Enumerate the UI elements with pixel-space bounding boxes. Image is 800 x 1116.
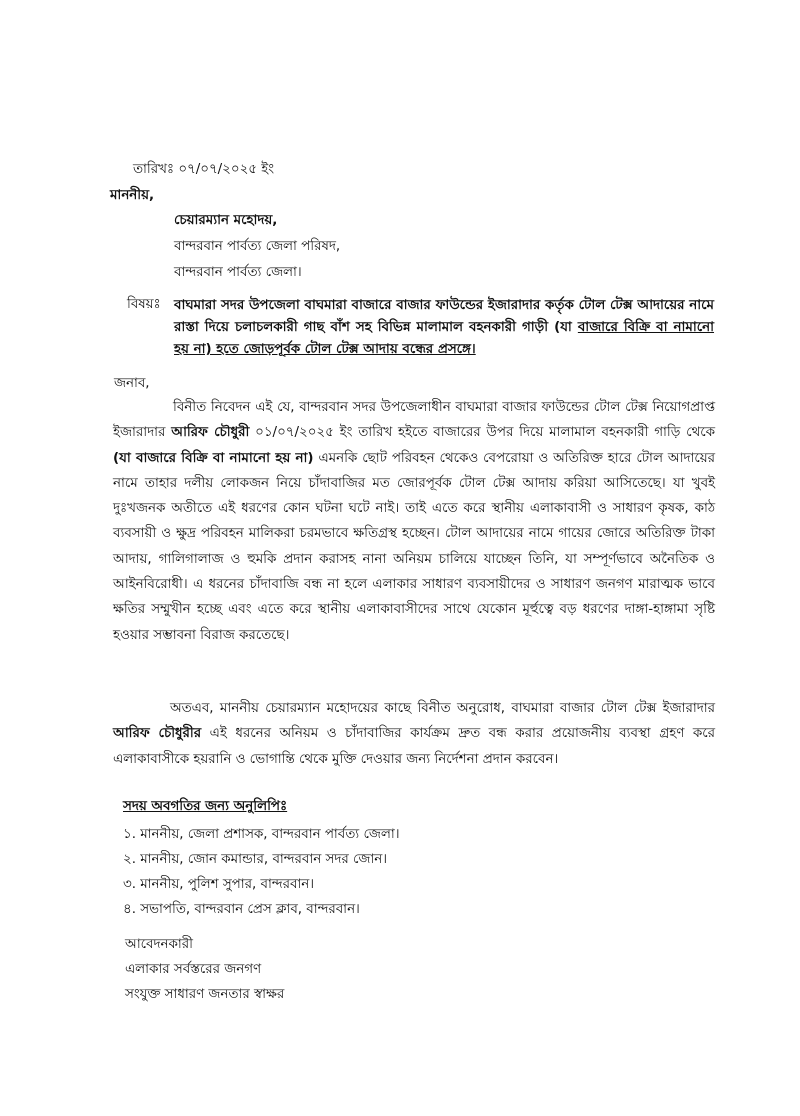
list-item: ১. মাননীয়, জেলা প্রশাসক, বান্দরবান পার্বত্য জেলা। (123, 827, 400, 842)
cc-list (123, 822, 400, 922)
paragraph1-part-b: ০১/০৭/২০২৫ ইং তারিখ হইতে বাজারের উপর দিয়ে মালামাল বহনকারী গাড়ি থেকে (255, 425, 715, 441)
salutation-honorific: মাননীয়, (110, 188, 155, 203)
subject-text (174, 295, 714, 361)
list-item: ৪. সভাপতি, বান্দরবান প্রেস ক্লাব, বান্দরবান। (123, 902, 360, 917)
date-line: তারিখঃ ০৭/০৭/২০২৫ ইং (133, 162, 274, 177)
paragraph1-bold-phrase: (যা বাজারে বিক্রি বা নামানো হয় না) (113, 450, 314, 466)
body-paragraph-1 (113, 395, 715, 648)
subject-part-1: বাঘমারা সদর উপজেলা বাঘমারা বাজারে বাজার ফাউন্ডের ইজারাদার কর্তৃক টোল টেক্স আদায়ের নামে রাস্তা দিয়ে চলাচলকারী গাছ বাঁশ সহ বিভিন্ন মালামাল বহনকারী গাড়ী (যা (174, 298, 714, 335)
paragraph2-part-b: এই ধরনের অনিয়ম ও চাঁদাবাজির কার্যক্রম দ্রুত বন্ধ করার প্রয়োজনীয় ব্যবস্থা গ্রহণ করে এলাকাবাসীকে হয়রানি ও ভোগান্তি থেকে মুক্তি দেওয়ার জন্য নির্দেশনা প্রদান করবেন। (113, 726, 715, 767)
signature-applicant: আবেদনকারী (125, 937, 193, 952)
paragraph1-part-a: বিনীত নিবেদন এই যে, বান্দরবান সদর উপজেলাধীন বাঘমারা বাজার ফাউন্ডের টোল টেক্স নিয়োগপ্রাপ্ত ইজারাদার (113, 400, 715, 441)
body-paragraph-2 (113, 696, 715, 772)
list-item: ৩. মাননীয়, পুলিশ সুপার, বান্দরবান। (123, 877, 315, 892)
contractor-name-possessive: আরিফ চৌধুরীর (113, 726, 202, 742)
subject-label: বিষয়ঃ (127, 297, 161, 312)
subject-part-2: বাজারে বিক্রি বা নামানো হয় না) হতে জোড়পূর্বক টোল টেক্স আদায় বন্ধের প্রসঙ্গে। (174, 320, 715, 357)
greeting: জনাব, (114, 376, 150, 391)
signature-note: সংযুক্ত সাধারণ জনতার স্বাক্ষর (125, 987, 285, 1002)
recipient-title: চেয়ারম্যান মহোদয়, (174, 213, 278, 228)
cc-title: সদয় অবগতির জন্য অনুলিপিঃ (123, 799, 288, 814)
signature-people: এলাকার সর্বস্তরের জনগণ (125, 962, 262, 977)
list-item: ২. মাননীয়, জোন কমান্ডার, বান্দরবান সদর জোন। (123, 852, 388, 867)
paragraph1-part-c: এমনকি ছোট পরিবহন থেকেও বেপরোয়া ও অতিরিক্ত হারে টোল আদায়ের নামে তাহার দলীয় লোকজন নিয়ে চাঁদাবাজির মত জোরপূর্বক টোল টেক্স আদায় করিয়া আসিতেছে। যা খুবই দুঃখজনক অতীতে এই ধরণের কোন ঘটনা ঘটে নাই। তাই এতে করে স্থানীয় এলাকাবাসী ও সাধারণ কৃষক, কাঠ ব্যবসায়ী ও ক্ষুদ্র পরিবহন মালিকরা চরমভাবে ক্ষতিগ্রস্থ হচ্ছেন। টোল আদায়ের নামে গায়ের জোরে অতিরিক্ত টাকা আদায়, গালিগালাজ ও হুমকি প্রদান করাসহ নানা অনিয়ম চালিয়ে যাচ্ছেন তিনি, যা সম্পূর্ণভাবে অনৈতিক ও আইনবিরোধী। এ ধরনের চাঁদাবাজি বন্ধ না হলে এলাকার সাধারণ ব্যবসায়ীদের ও সাধারণ জনগণ মারাত্মক ভাবে ক্ষতির সম্মুখীন হচ্ছে এবং এতে করে স্থানীয় এলাকাবাসীদের সাথে যেকোন মূর্হুত্বে বড় ধরণের দাঙ্গা-হাঙ্গামা সৃষ্টি হওয়ার সম্ভাবনা বিরাজ করতেছে। (113, 450, 716, 643)
recipient-place: বান্দরবান পার্বত্য জেলা। (174, 265, 302, 280)
contractor-name: আরিফ চৌধুরী (171, 425, 250, 441)
recipient-org: বান্দরবান পার্বত্য জেলা পরিষদ, (174, 239, 341, 254)
paragraph2-part-a: অতএব, মাননীয় চেয়ারম্যান মহোদয়ের কাছে বিনীত অনুরোধ, বাঘমারা বাজার টোল টেক্স ইজারাদার (170, 701, 715, 716)
